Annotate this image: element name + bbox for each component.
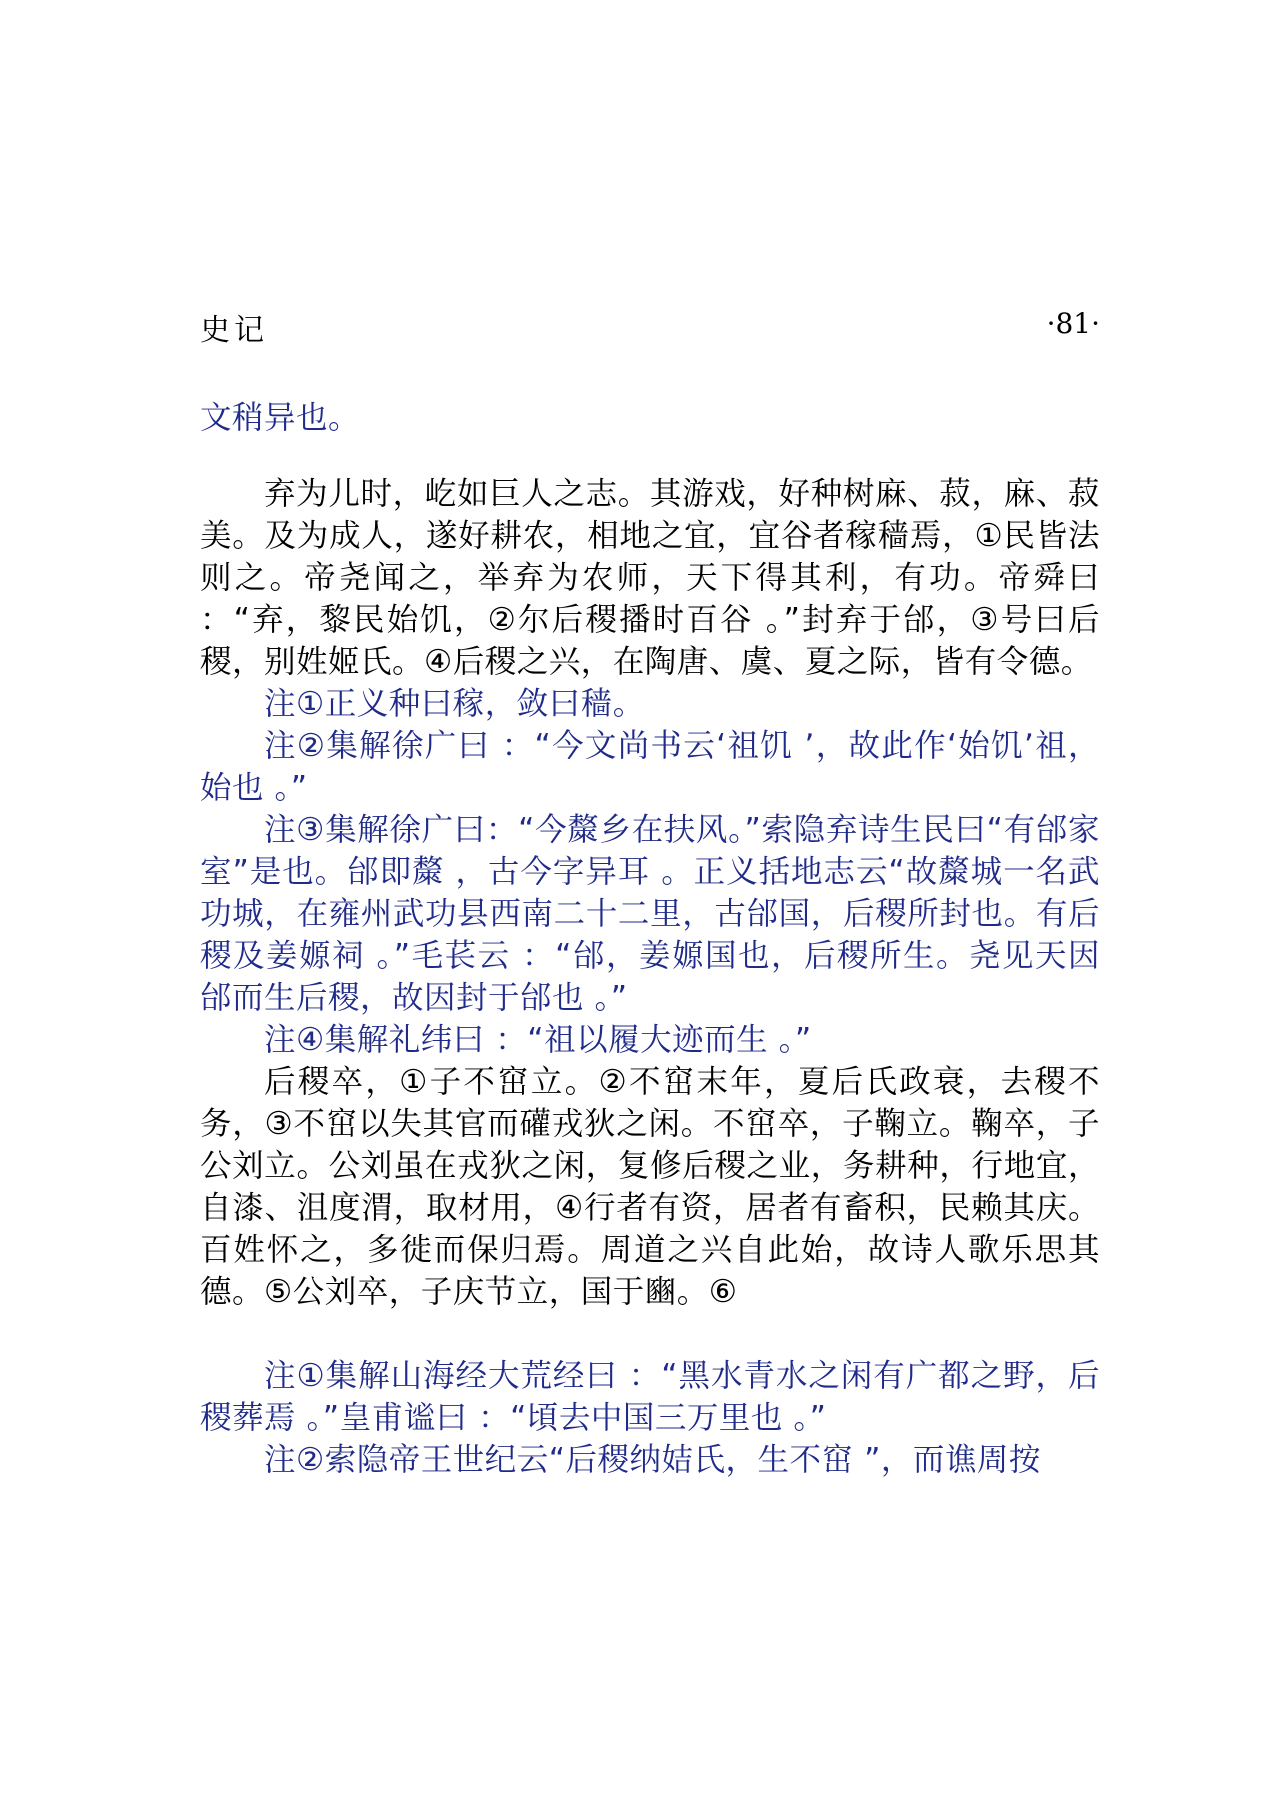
main-paragraph-1: 弃为儿时，屹如巨人之志。其游戏，好种树麻、菽，麻、菽美。及为成人，遂好耕农，相地之宜，宜谷者稼穑焉，①民皆法则之。帝尧闻之，举弃为农师，天下得其利，有功。帝舜曰 ：“弃，黎民始饥，②尔后稷播时百谷 。”封弃于邰，③号曰后稷，别姓姬氏。④后稷之兴，在陶唐、虞、夏之际，皆有令德。 xyxy=(200,476,1100,680)
main-paragraph-2: 后稷卒，①子不窋立。②不窋末年，夏后氏政衰，去稷不务，③不窋以失其官而礶戎狄之闲。不窋卒，子鞠立。鞠卒，子公刘立。公刘虽在戎狄之闲，复修后稷之业，务耕种，行地宜，自漆、沮度渭，取材用，④行者有资，居者有畜积，民赖其庆。百姓怀之，多徙而保归焉。周道之兴自此始，故诗人歌乐思其德。⑤公刘卒，子庆节立，国于豳。⑥ xyxy=(200,1064,1100,1310)
running-title: 史记 xyxy=(200,313,268,348)
annotation-1: 注①正义种曰稼，敛曰穑。 xyxy=(264,686,645,722)
page-header xyxy=(200,305,1100,355)
annotation-3: 注③集解徐广曰：“今斄乡在扶风。”索隐弃诗生民曰“有邰家室”是也。邰即斄 ，古今字异耳 。正义括地志云“故斄城一名武功城，在雍州武功县西南二十二里，古邰国，后稷所封也。有后稷及姜嫄祠 。”毛苌云 ：“邰，姜嫄国也，后稷所生。尧见天因邰而生后稷，故因封于邰也 。” xyxy=(200,812,1100,1016)
annotation-2: 注②集解徐广曰 ：“今文尚书云‘祖饥 ’，故此作‘始饥’祖，始也 。” xyxy=(200,728,1100,806)
annotation-6: 注②索隐帝王世纪云“后稷纳姞氏，生不窋 ”，而谯周按 xyxy=(264,1442,1041,1478)
page-number: ·81· xyxy=(1046,307,1100,340)
paragraph-gap xyxy=(200,439,1100,473)
paragraph-gap xyxy=(200,1313,1100,1355)
body-text xyxy=(200,397,1100,1481)
continued-note: 文稍异也。 xyxy=(200,400,361,436)
annotation-4: 注④集解礼纬曰 ：“祖以履大迹而生 。” xyxy=(264,1022,812,1058)
document-page xyxy=(200,0,1100,1795)
annotation-5: 注①集解山海经大荒经曰 ：“黑水青水之闲有广都之野，后稷葬焉 。”皇甫谧曰 ：“頃去中国三万里也 。” xyxy=(200,1358,1100,1436)
